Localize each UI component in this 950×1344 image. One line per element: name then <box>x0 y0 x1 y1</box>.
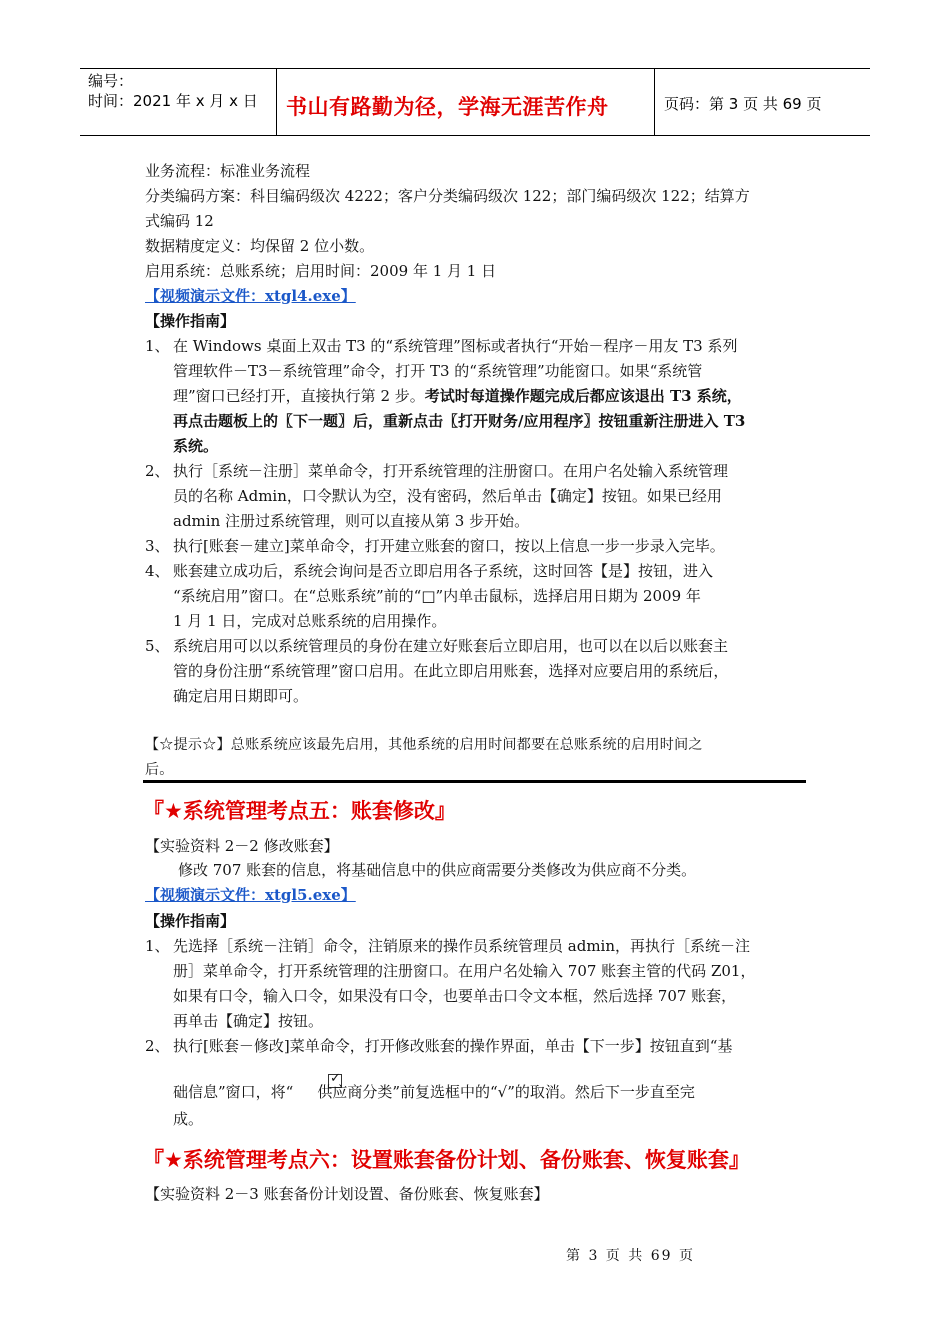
step1-line2: 管理软件－T3－系统管理”命令，打开 T3 的“系统管理”功能窗口。如果“系统管 <box>173 362 703 380</box>
enabled-system: 启用系统：总账系统；启用时间：2009 年 1 月 1 日 <box>145 262 497 280</box>
s5-step2-line3: 成。 <box>173 1110 204 1128</box>
step-number: 2、 <box>145 1037 170 1055</box>
s5-step1-line2: 册］菜单命令，打开系统管理的注册窗口。在用户名处输入 707 账套主管的代码 Z01， <box>173 962 756 980</box>
header-bottom-border <box>80 135 870 136</box>
s5-step2-line1: 执行[账套－修改]菜单命令，打开修改账套的操作界面，单击【下一步】按钮直到“基 <box>173 1037 733 1055</box>
header-page-info: 页码：第 3 页 共 69 页 <box>664 95 822 113</box>
step5-line2: 管的身份注册“系统管理”窗口启用。在此立即启用账套，选择对应要启用的系统后， <box>173 662 729 680</box>
section6-material: 【实验资料 2－3 账套备份计划设置、备份账套、恢复账套】 <box>145 1185 549 1203</box>
s5-step1-line3: 如果有口令，输入口令，如果没有口令，也要单击口令文本框，然后选择 707 账套， <box>173 987 737 1005</box>
page-footer: 第 3 页 共 69 页 <box>566 1248 695 1264</box>
step-number: 5、 <box>145 637 170 655</box>
step5-line1: 系统启用可以以系统管理员的身份在建立好账套后立即启用，也可以在以后以账套主 <box>173 637 729 655</box>
step4-line3: 1 月 1 日，完成对总账系统的启用操作。 <box>173 612 447 630</box>
business-process: 业务流程：标准业务流程 <box>145 162 311 180</box>
step3-line1: 执行[账套－建立]菜单命令，打开建立账套的窗口，按以上信息一步一步录入完毕。 <box>173 537 725 555</box>
step-number: 1、 <box>145 337 170 355</box>
section5-description: 修改 707 账套的信息，将基础信息中的供应商需要分类修改为供应商不分类。 <box>178 861 697 879</box>
header-top-border <box>80 68 870 69</box>
header-divider-right <box>654 69 655 136</box>
step-number: 1、 <box>145 937 170 955</box>
header-motto: 书山有路勤为径，学海无涯苦作舟 <box>286 95 609 119</box>
guide-heading-2: 【操作指南】 <box>145 912 236 930</box>
header-time: 时间：2021 年 x 月 x 日 <box>88 92 258 110</box>
step4-line2: “系统启用”窗口。在“总账系统”前的“□”内单击鼠标，选择启用日期为 2009 年 <box>173 587 701 605</box>
step1-line5: 系统。 <box>173 437 219 455</box>
coding-scheme-line1: 分类编码方案：科目编码级次 4222；客户分类编码级次 122；部门编码级次 122；结算方 <box>145 187 750 205</box>
section5-title: 『★系统管理考点五：账套修改』 <box>143 799 456 823</box>
video-link-xtgl5[interactable]: 【视频演示文件：xtgl5.exe】 <box>145 886 356 904</box>
step4-line1: 账套建立成功后，系统会询问是否立即启用各子系统，这时回答【是】按钮，进入 <box>173 562 714 580</box>
step-number: 4、 <box>145 562 170 580</box>
s5-step2-line2 <box>173 1080 695 1105</box>
step1-line1: 在 Windows 桌面上双击 T3 的“系统管理”图标或者执行“开始－程序－用友 T3 系列 <box>173 337 738 355</box>
s5-step2-line2-b: 供应商分类”前复选框中的“√”的取消。然后下一步直至完 <box>317 1083 695 1101</box>
tip-line2: 后。 <box>145 762 174 778</box>
s5-step1-line1: 先选择［系统－注销］命令，注销原来的操作员系统管理员 admin，再执行［系统－注 <box>173 937 750 955</box>
step1-line3-bold: 考试时每道操作题完成后都应该退出 T3 系统， <box>424 387 742 405</box>
step2-line3: admin 注册过系统管理，则可以直接从第 3 步开始。 <box>173 512 530 530</box>
precision-definition: 数据精度定义：均保留 2 位小数。 <box>145 237 375 255</box>
video-link-xtgl4[interactable]: 【视频演示文件：xtgl4.exe】 <box>145 287 356 305</box>
step2-line1: 执行［系统－注册］菜单命令，打开系统管理的注册窗口。在用户名处输入系统管理 <box>173 462 729 480</box>
step1-line4: 再点击题板上的〖下一题〗后，重新点击〖打开财务/应用程序〗按钮重新注册进入 T3 <box>173 412 746 430</box>
section-divider <box>143 780 806 783</box>
header-number-label: 编号： <box>88 72 134 90</box>
s5-step2-line2-a: 础信息”窗口，将“ <box>173 1083 294 1101</box>
header-divider-left <box>276 69 277 136</box>
step5-line3: 确定启用日期即可。 <box>173 687 309 705</box>
step-number: 3、 <box>145 537 170 555</box>
step2-line2: 员的名称 Admin，口令默认为空，没有密码，然后单击【确定】按钮。如果已经用 <box>173 487 722 505</box>
section5-material: 【实验资料 2－2 修改账套】 <box>145 837 339 855</box>
coding-scheme-line2: 式编码 12 <box>145 212 214 230</box>
step1-line3 <box>173 384 742 409</box>
s5-step1-line4: 再单击【确定】按钮。 <box>173 1012 324 1030</box>
guide-heading-1: 【操作指南】 <box>145 312 236 330</box>
section6-title: 『★系统管理考点六：设置账套备份计划、备份账套、恢复账套』 <box>143 1148 750 1172</box>
step1-line3-normal: 理”窗口已经打开，直接执行第 2 步。 <box>173 387 425 405</box>
tip-line1: 【☆提示☆】总账系统应该最先启用，其他系统的启用时间都要在总账系统的启用时间之 <box>145 737 703 753</box>
step-number: 2、 <box>145 462 170 480</box>
